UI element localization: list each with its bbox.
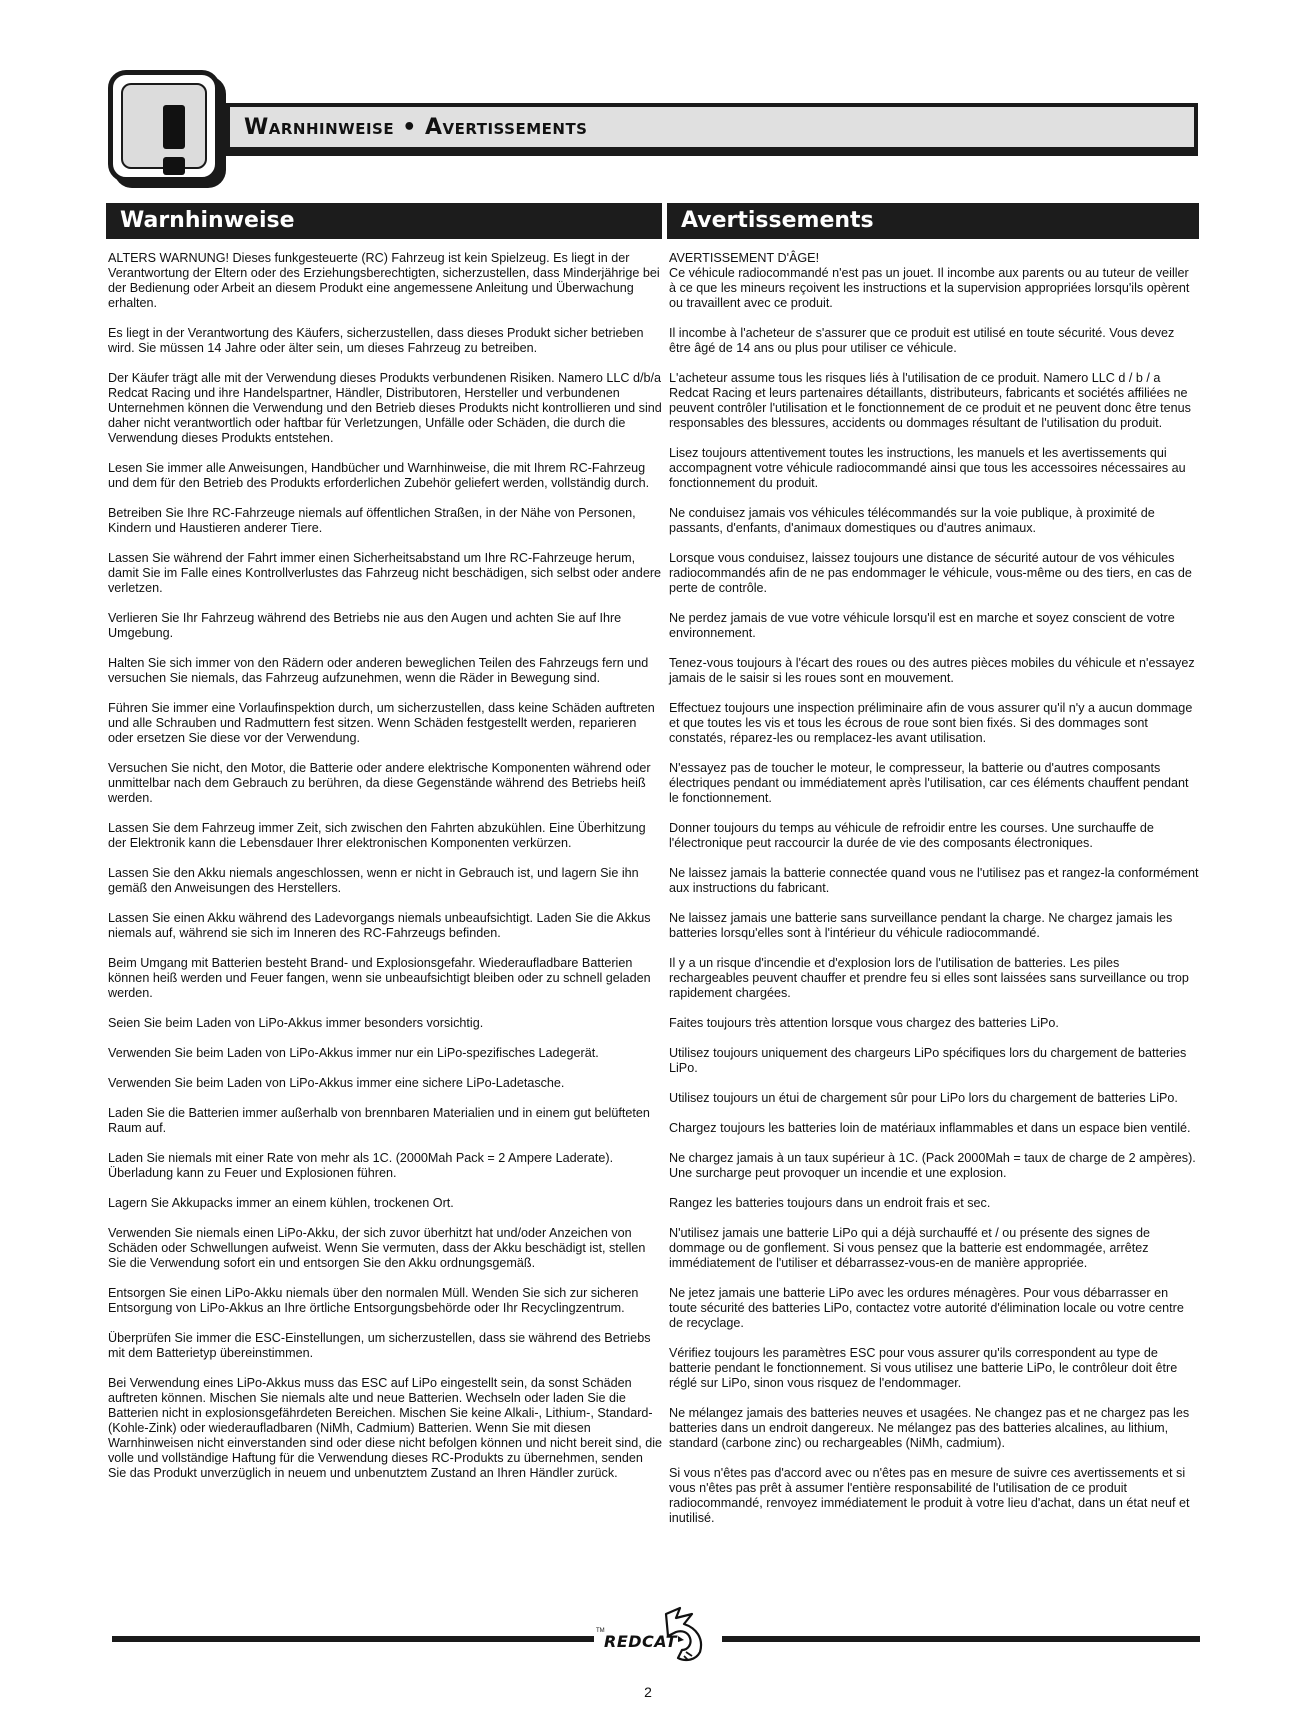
german-column: [106, 203, 662, 1496]
french-paragraph: Rangez les batteries toujours dans un endroit frais et sec.: [669, 1196, 991, 1210]
german-paragraph: Verlieren Sie Ihr Fahrzeug während des Betriebs nie aus den Augen und achten Sie auf Ihre Umgebung.: [108, 611, 622, 640]
german-paragraph: Führen Sie immer eine Vorlaufinspektion durch, um sicherzustellen, dass keine Schäden auftreten und alle Schrauben und Radmuttern fest sitzen. Wenn Schäden festgestellt werden, reparieren oder ersetzen Sie diese vor der Verwendung.: [108, 701, 655, 745]
german-paragraph: Laden Sie die Batterien immer außerhalb von brennbaren Materialien und in einem gut belüfteten Raum auf.: [108, 1106, 650, 1135]
redcat-logo: [596, 1606, 720, 1664]
french-paragraph: Ne chargez jamais à un taux supérieur à 1C. (Pack 2000Mah = taux de charge de 2 ampères). Une surcharge peut provoquer un incendie et une explosion.: [669, 1151, 1196, 1180]
german-paragraph: Lassen Sie während der Fahrt immer einen Sicherheitsabstand um Ihre RC-Fahrzeuge herum, damit Sie im Falle eines Kontrollverlustes das Fahrzeug nicht beschädigen, sich selbst oder andere verletzen.: [108, 551, 662, 595]
french-paragraph: L'acheteur assume tous les risques liés à l'utilisation de ce produit. Namero LLC d / b / a Redcat Racing et leurs partenaires détaillants, distributeurs, fabricants et sociétés affiliées ne peuvent contrôler l'utilisation et le fonctionnement de ce produit et ne peuvent donc être tenus responsables des blessures, accidents ou dommages résultant de l'utilisation du produit.: [669, 371, 1191, 430]
german-paragraph: ALTERS WARNUNG! Dieses funkgesteuerte (RC) Fahrzeug ist kein Spielzeug. Es liegt in der Verantwortung der Eltern oder des Erziehungsberechtigten, sicherzustellen, dass Minderjährige bei der Bedienung oder Arbeit an diesem Produkt eine angemessene Anleitung und Überwachung erhalten.: [108, 251, 660, 310]
german-paragraph: Lassen Sie einen Akku während des Ladevorgangs niemals unbeaufsichtigt. Laden Sie die Akkus niemals auf, während sie sich im Inneren des RC-Fahrzeugs befinden.: [108, 911, 651, 940]
french-paragraph: Lisez toujours attentivement toutes les instructions, les manuels et les avertissements qui accompagnent votre véhicule radiocommandé ainsi que tous les accessoires nécessaires au fonctionnement du produit.: [669, 446, 1186, 490]
french-paragraph: Ne laissez jamais la batterie connectée quand vous ne l'utilisez pas et rangez-la conformément aux instructions du fabricant.: [669, 866, 1199, 895]
french-paragraph: Vérifiez toujours les paramètres ESC pour vous assurer qu'ils correspondent au type de batterie pendant le fonctionnement. Si vous utilisez une batterie LiPo, le contrôleur doit être réglé sur LiPo, sinon vous risquez de l'endommager.: [669, 1346, 1178, 1390]
french-paragraph: Effectuez toujours une inspection préliminaire afin de vous assurer qu'il n'y a aucun dommage et que toutes les vis et tous les écrous de roue sont bien fixés. Si des dommages sont constatés, réparez-les ou remplacez-les avant utilisation.: [669, 701, 1193, 745]
french-paragraph: Ne perdez jamais de vue votre véhicule lorsqu'il est en marche et soyez conscient de votre environnement.: [669, 611, 1175, 640]
page-header: [108, 70, 1200, 182]
logo-trademark: TM: [596, 1628, 605, 1634]
french-paragraph: N'essayez pas de toucher le moteur, le compresseur, la batterie ou d'autres composants électriques pendant ou immédiatement après l'utilisation, car ces éléments chauffent pendant le fonctionnement.: [669, 761, 1189, 805]
exclamation-icon-background: [121, 83, 207, 169]
german-heading: Warnhinweise: [106, 203, 662, 239]
german-paragraph: Lassen Sie den Akku niemals angeschlossen, wenn er nicht in Gebrauch ist, und lagern Sie ihn gemäß den Anweisungen des Herstellers.: [108, 866, 639, 895]
french-paragraph: AVERTISSEMENT D'ÂGE! Ce véhicule radiocommandé n'est pas un jouet. Il incombe aux parents ou au tuteur de veiller à ce que les mineurs reçoivent les instructions et la supervision appropriées lorsqu'ils opèrent ou travaillent avec ce produit.: [669, 251, 1190, 310]
french-paragraph: Ne conduisez jamais vos véhicules télécommandés sur la voie publique, à proximité de passants, d'enfants, d'animaux domestiques ou d'autres animaux.: [669, 506, 1155, 535]
german-paragraph: Laden Sie niemals mit einer Rate von mehr als 1C. (2000Mah Pack = 2 Ampere Laderate). Überladung kann zu Feuer und Explosionen führen.: [108, 1151, 614, 1180]
french-paragraph: N'utilisez jamais une batterie LiPo qui a déjà surchauffé et / ou présente des signes de dommage ou de gonflement. Si vous pensez que la batterie est endommagée, arrêtez immédiatement de l'utiliser et débarrassez-vous-en de manière appropriée.: [669, 1226, 1151, 1270]
title-bar: [226, 103, 1198, 151]
german-paragraph: Halten Sie sich immer von den Rädern oder anderen beweglichen Teilen des Fahrzeugs fern und versuchen Sie niemals, das Fahrzeug aufzunehmen, wenn die Räder in Bewegung sind.: [108, 656, 649, 685]
german-paragraph: Verwenden Sie beim Laden von LiPo-Akkus immer eine sichere LiPo-Ladetasche.: [108, 1076, 565, 1090]
french-paragraph: Ne laissez jamais une batterie sans surveillance pendant la charge. Ne chargez jamais les batteries lorsqu'elles sont à l'intérieur du véhicule radiocommandé.: [669, 911, 1173, 940]
german-paragraph: Versuchen Sie nicht, den Motor, die Batterie oder andere elektrische Komponenten während oder unmittelbar nach dem Gebrauch zu berühren, da diese Gegenstände während des Betriebs heiß werden.: [108, 761, 651, 805]
exclamation-bar: [163, 105, 185, 149]
exclamation-dot: [163, 157, 185, 175]
logo-wordmark: REDCAT: [604, 1632, 678, 1651]
german-paragraph: Lassen Sie dem Fahrzeug immer Zeit, sich zwischen den Fahrten abzukühlen. Eine Überhitzung der Elektronik kann die Lebensdauer Ihrer elektronischen Komponenten verkürzen.: [108, 821, 646, 850]
french-paragraph: Utilisez toujours uniquement des chargeurs LiPo spécifiques lors du chargement de batteries LiPo.: [669, 1046, 1187, 1075]
german-paragraph: Verwenden Sie niemals einen LiPo-Akku, der sich zuvor überhitzt hat und/oder Anzeichen von Schäden oder Schwellungen aufweist. Wenn Sie vermuten, dass der Akku beschädigt ist, stellen Sie die Verwendung sofort ein und entsorgen Sie den Akku ordnungsgemäß.: [108, 1226, 646, 1270]
page-number: 2: [644, 1684, 652, 1700]
footer-rule-left: [112, 1636, 594, 1642]
french-paragraph: Il incombe à l'acheteur de s'assurer que ce produit est utilisé en toute sécurité. Vous devez être âgé de 14 ans ou plus pour utiliser ce véhicule.: [669, 326, 1175, 355]
german-paragraph: Beim Umgang mit Batterien besteht Brand- und Explosionsgefahr. Wiederaufladbare Batterien können heiß werden und Feuer fangen, wenn sie unbeaufsichtigt bleiben oder zu schnell geladen werden.: [108, 956, 651, 1000]
french-paragraph: Chargez toujours les batteries loin de matériaux inflammables et dans un espace bien ventilé.: [669, 1121, 1191, 1135]
french-paragraph: Il y a un risque d'incendie et d'explosion lors de l'utilisation de batteries. Les piles rechargeables peuvent chauffer et prendre feu si elles sont laissées sans surveillance ou trop rapidement chargées.: [669, 956, 1189, 1000]
page-title: Warnhinweise • Avertissements: [244, 114, 588, 140]
exclamation-icon: [108, 70, 220, 182]
french-paragraph: Utilisez toujours un étui de chargement sûr pour LiPo lors du chargement de batteries LiPo.: [669, 1091, 1178, 1105]
german-paragraph: Bei Verwendung eines LiPo-Akkus muss das ESC auf LiPo eingestellt sein, da sonst Schäden auftreten können. Mischen Sie niemals alte und neue Batterien. Wechseln oder laden Sie die Batterien nicht in explosionsgefährdeten Bereichen. Mischen Sie keine Alkali-, Lithium-, Standard- (Kohle-Zink) oder wiederaufladbaren (NiMh, Cadmium) Batterien. Wenn Sie mit diesen Warnhinweisen nicht einverstanden sind oder diese nicht befolgen können und nicht bereit sind, die volle und vollständige Haftung für die Verwendung dieses RC-Produkts zu übernehmen, senden Sie das Produkt unverzüglich in neuem und unbenutztem Zustand an Ihren Händler zurück.: [108, 1376, 663, 1480]
french-paragraph: Tenez-vous toujours à l'écart des roues ou des autres pièces mobiles du véhicule et n'essayez jamais de le saisir si les roues sont en mouvement.: [669, 656, 1195, 685]
french-paragraph: Ne mélangez jamais des batteries neuves et usagées. Ne changez pas et ne chargez pas les batteries dans un endroit dangereux. Ne mélangez pas des batteries alcalines, au lithium, standard (carbone zinc) ou rechargeables (NiMh, cadmium).: [669, 1406, 1190, 1450]
german-paragraph: Verwenden Sie beim Laden von LiPo-Akkus immer nur ein LiPo-spezifisches Ladegerät.: [108, 1046, 599, 1060]
german-paragraph: Lagern Sie Akkupacks immer an einem kühlen, trockenen Ort.: [108, 1196, 454, 1210]
french-paragraph: Donner toujours du temps au véhicule de refroidir entre les courses. Une surchauffe de l'électronique peut raccourcir la durée de vie des composants électroniques.: [669, 821, 1154, 850]
french-paragraph: Ne jetez jamais une batterie LiPo avec les ordures ménagères. Pour vous débarrasser en toute sécurité des batteries LiPo, contactez votre autorité d'élimination locale ou votre centre de recyclage.: [669, 1286, 1184, 1330]
german-paragraphs: [106, 251, 662, 1481]
german-paragraph: Es liegt in der Verantwortung des Käufers, sicherzustellen, dass dieses Produkt sicher betrieben wird. Sie müssen 14 Jahre oder älter sein, um dieses Fahrzeug zu betreiben.: [108, 326, 644, 355]
french-heading: Avertissements: [667, 203, 1199, 239]
german-paragraph: Seien Sie beim Laden von LiPo-Akkus immer besonders vorsichtig.: [108, 1016, 484, 1030]
french-paragraphs: [667, 251, 1199, 1526]
french-paragraph: Si vous n'êtes pas d'accord avec ou n'êtes pas en mesure de suivre ces avertissements et si vous n'êtes pas prêt à assumer l'entière responsabilité de l'utilisation de ce produit radiocommandé, renvoyez immédiatement le produit à votre lieu d'achat, dans un état neuf et inutilisé.: [669, 1466, 1190, 1525]
french-column: [667, 203, 1199, 1541]
german-paragraph: Lesen Sie immer alle Anweisungen, Handbücher und Warnhinweise, die mit Ihrem RC-Fahrzeug und dem für den Betrieb des Produkts erforderlichen Zubehör geliefert werden, vollständig durch.: [108, 461, 650, 490]
german-paragraph: Betreiben Sie Ihre RC-Fahrzeuge niemals auf öffentlichen Straßen, in der Nähe von Personen, Kindern und Haustieren anderer Tiere.: [108, 506, 636, 535]
french-paragraph: Faites toujours très attention lorsque vous chargez des batteries LiPo.: [669, 1016, 1059, 1030]
footer-rule-right: [722, 1636, 1200, 1642]
german-paragraph: Der Käufer trägt alle mit der Verwendung dieses Produkts verbundenen Risiken. Namero LLC d/b/a Redcat Racing und ihre Handelspartner, Händler, Distributoren, Hersteller und verbundenen Unternehmen können die Verwendung und den Betrieb dieses Produkts nicht kontrollieren und sind daher nicht verantwortlich oder haftbar für Verletzungen, Unfälle oder Schäden, die durch die Verwendung dieses Produkts entstehen.: [108, 371, 662, 445]
french-paragraph: Lorsque vous conduisez, laissez toujours une distance de sécurité autour de vos véhicules radiocommandés afin de ne pas endommager le véhicule, vous-même ou des tiers, en cas de perte de contrôle.: [669, 551, 1192, 595]
german-paragraph: Entsorgen Sie einen LiPo-Akku niemals über den normalen Müll. Wenden Sie sich zur sicheren Entsorgung von LiPo-Akkus an Ihre örtliche Entsorgungsbehörde oder Ihr Recyclingzentrum.: [108, 1286, 639, 1315]
german-paragraph: Überprüfen Sie immer die ESC-Einstellungen, um sicherzustellen, dass sie während des Betriebs mit dem Batterietyp übereinstimmen.: [108, 1331, 651, 1360]
